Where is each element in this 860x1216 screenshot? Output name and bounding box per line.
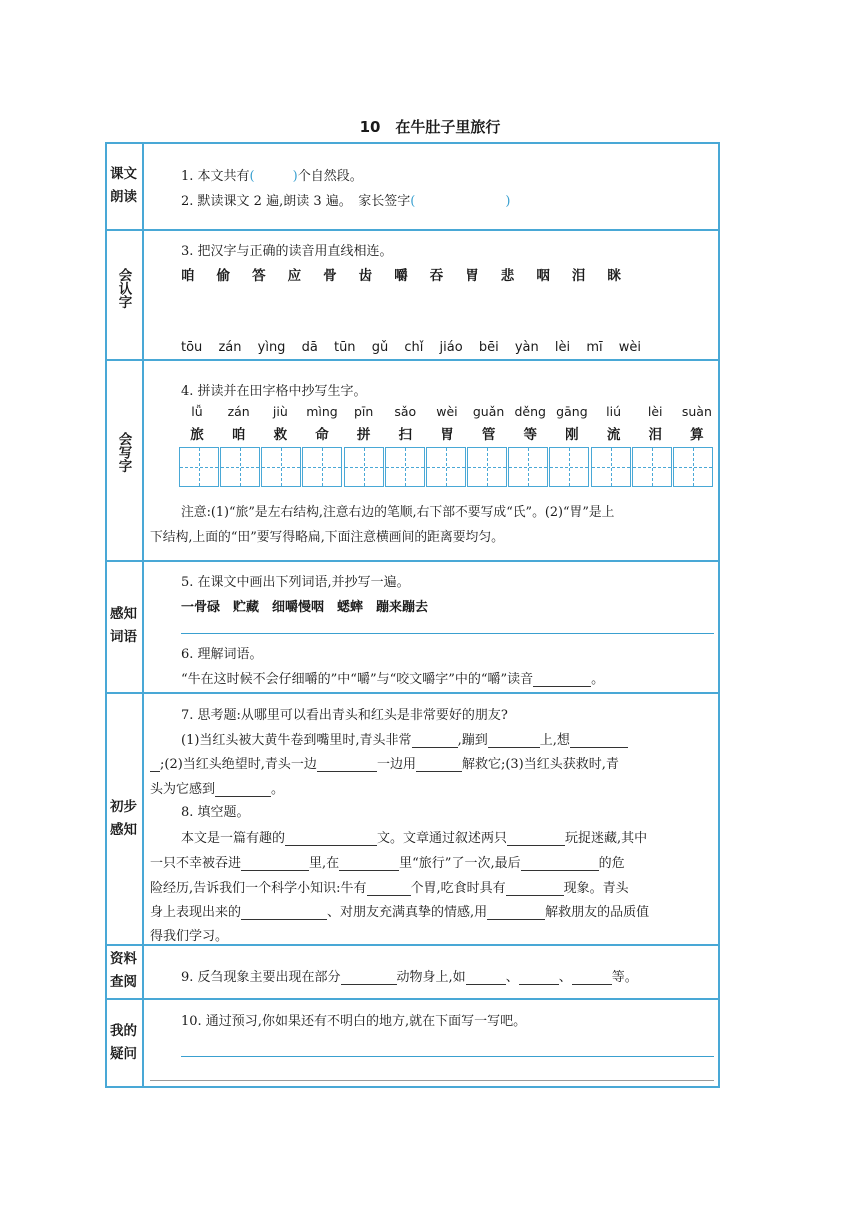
question-5: 5. 在课文中画出下列词语,并抄写一遍。 [181,575,410,590]
writing-box[interactable] [385,447,425,487]
q8-blank[interactable] [507,831,565,846]
question-8: 8. 填空题。 [181,805,250,820]
writing-box[interactable] [632,447,672,487]
q8-blank[interactable] [241,856,309,871]
writing-box[interactable] [220,447,260,487]
writing-box[interactable] [591,447,631,487]
section-label-ziliao: 资料 查阅 [110,951,137,990]
question-3: 3. 把汉字与正确的读音用直线相连。 [181,244,393,259]
question-2: 2. 默读课文 2 遍,朗读 3 遍。 家长签字( ) [181,194,511,209]
q7-blank[interactable] [412,733,458,748]
q10-answer-line[interactable] [181,1056,714,1057]
tianzige-grid [179,447,713,489]
question-10: 10. 通过预习,你如果还有不明白的地方,就在下面写一写吧。 [181,1014,527,1029]
q8-line-4: 身上表现出来的 、对朋友充满真挚的情感,用 解救朋友的品质值 [150,905,650,920]
q7-blank[interactable] [150,757,160,772]
q4-pinyin-row: lǚ zán jiù mìng pīn sǎo wèi guǎn děng gāng liú lèi suàn [191,404,712,419]
writing-box[interactable] [179,447,219,487]
section-label-ganzhi-ciyu: 感知 词语 [110,606,137,645]
q8-line-2: 一只不幸被吞进 里,在 里“旅行”了一次,最后 的危 [150,856,625,871]
question-7: 7. 思考题:从哪里可以看出青头和红头是非常要好的朋友? [181,708,508,723]
writing-box[interactable] [508,447,548,487]
q7-line-1: (1)当红头被大黄牛卷到嘴里时,青头非常 ,蹦到 上,想 [181,729,628,748]
question-1: 1. 本文共有( )个自然段。 [181,169,363,184]
section-label-chubu-ganzhi: 初步 感知 [110,799,137,838]
q6-blank[interactable] [533,672,591,687]
section-label-huirenzi: 会认字 [115,268,132,309]
question-9: 9. 反刍现象主要出现在部分 动物身上,如 、 、 等。 [181,970,638,985]
writing-box[interactable] [549,447,589,487]
row-divider [105,944,720,946]
q10-answer-line[interactable] [150,1080,714,1081]
row-divider [105,998,720,1000]
row-divider [105,359,720,361]
q9-blank[interactable] [466,970,506,985]
q4-characters-row: 旅 咱 救 命 拼 扫 胃 管 等 刚 流 泪 算 [190,427,704,443]
q9-blank[interactable] [519,970,559,985]
q8-blank[interactable] [285,831,377,846]
question-6: 6. 理解词语。 [181,647,263,662]
writing-box[interactable] [426,447,466,487]
q8-blank[interactable] [506,881,564,896]
q5-words: 一骨碌 贮藏 细嚼慢咽 蟋蟀 蹦来蹦去 [181,600,429,615]
section-label-huixiezi: 会写字 [115,432,132,473]
q9-blank[interactable] [572,970,612,985]
q8-blank[interactable] [241,905,327,920]
q9-blank[interactable] [341,970,397,985]
writing-box[interactable] [261,447,301,487]
page-title: 10 在牛肚子里旅行 [359,118,501,136]
q3-characters-row: 咱 偷 答 应 骨 齿 嚼 吞 胃 悲 咽 泪 眯 [181,268,621,284]
q8-blank[interactable] [367,881,411,896]
row-divider [105,229,720,231]
row-divider [105,692,720,694]
question-4: 4. 拼读并在田字格中抄写生字。 [181,384,367,399]
q7-blank[interactable] [570,733,628,748]
section-label-kewen: 课文 朗读 [110,166,137,205]
q7-blank[interactable] [215,782,271,797]
q6-sentence: “牛在这时候不会仔细嚼的”中“嚼”与“咬文嚼字”中的“嚼”读音 。 [181,672,605,687]
row-divider [105,560,720,562]
q4-note-line-2: 下结构,上面的“田”要写得略扁,下面注意横画间的距离要均匀。 [150,530,504,545]
label-column-divider [142,142,144,1088]
q7-blank[interactable] [317,757,377,772]
q8-blank[interactable] [521,856,599,871]
section-label-yiwen: 我的 疑问 [110,1023,137,1062]
writing-box[interactable] [673,447,713,487]
q7-blank[interactable] [416,757,462,772]
q7-line-3: 头为它感到 。 [150,782,285,797]
q8-line-1: 本文是一篇有趣的 文。文章通过叙述两只 玩捉迷藏,其中 [181,831,648,846]
q5-answer-line[interactable] [181,633,714,634]
writing-box[interactable] [302,447,342,487]
q7-line-2: ;(2)当红头绝望时,青头一边 一边用 解救它;(3)当红头获救时,青 [150,753,619,772]
writing-box[interactable] [467,447,507,487]
q7-blank[interactable] [488,733,540,748]
writing-box[interactable] [344,447,384,487]
q3-pinyin-row: tōu zán yìng dā tūn gǔ chǐ jiáo bēi yàn lèi mī wèi [181,340,641,355]
q4-note-line-1: 注意:(1)“旅”是左右结构,注意右边的笔顺,右下部不要写成“氏”。(2)“胃”是上 [181,505,615,520]
q8-blank[interactable] [487,905,545,920]
q8-line-5: 得我们学习。 [150,929,229,944]
q8-blank[interactable] [339,856,399,871]
q8-line-3: 险经历,告诉我们一个科学小知识:牛有 个胃,吃食时具有 现象。青头 [150,881,629,896]
